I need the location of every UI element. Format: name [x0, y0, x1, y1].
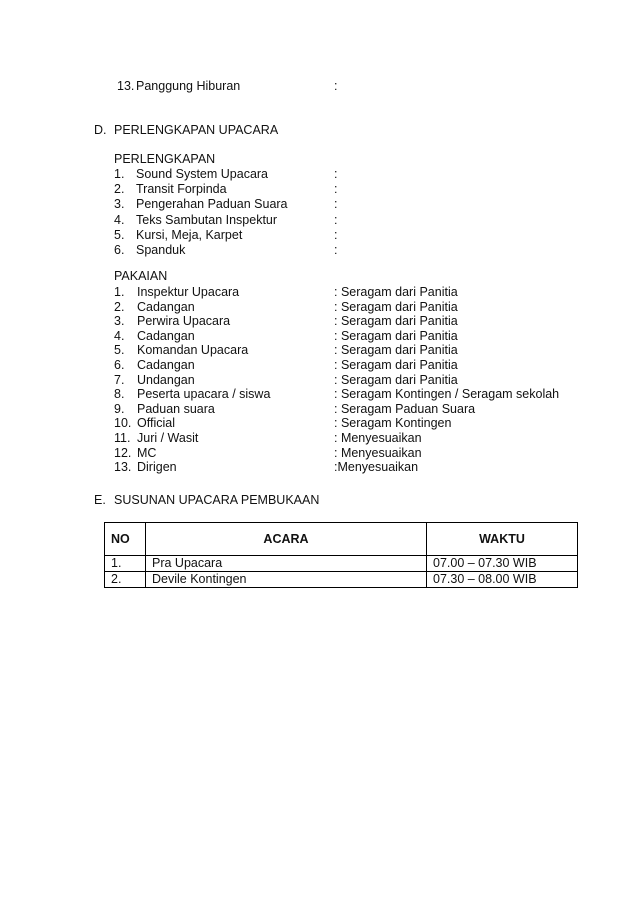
item-number: 6. — [114, 243, 125, 257]
subsection-title: PERLENGKAPAN — [114, 152, 216, 166]
item-value: : Seragam Kontingen / Seragam sekolah — [334, 387, 560, 402]
item-label: Juri / Wasit — [137, 431, 199, 445]
section-title: SUSUNAN UPACARA PEMBUKAAN — [114, 493, 320, 507]
item-value: : Seragam Kontingen — [334, 416, 452, 431]
item-number: 9. — [114, 401, 125, 416]
item-number: 3. — [114, 314, 125, 329]
item-label: Cadangan — [137, 299, 195, 314]
item-number: 6. — [114, 358, 125, 372]
column-header-waktu: WAKTU — [427, 523, 578, 556]
item-value: : — [334, 167, 338, 181]
item-number: 8. — [114, 387, 125, 402]
item-label: Official — [137, 416, 175, 431]
cell-waktu: 07.30 – 08.00 WIB — [427, 572, 578, 588]
item-number: 2. — [114, 182, 125, 197]
table-row — [105, 572, 578, 588]
column-header-acara: ACARA — [146, 523, 427, 556]
item-value: : — [334, 227, 338, 242]
item-number: 5. — [114, 343, 125, 358]
item-label: Dirigen — [137, 460, 177, 475]
item-number: 4. — [114, 212, 125, 227]
item-number: 7. — [114, 372, 125, 387]
item-label: Undangan — [137, 372, 195, 387]
item-number: 1. — [114, 167, 125, 181]
item-value: : — [334, 182, 338, 197]
cell-acara: Devile Kontingen — [146, 572, 427, 588]
item-label: Cadangan — [137, 328, 195, 343]
item-number: 2. — [114, 299, 125, 314]
section-title: PERLENGKAPAN UPACARA — [114, 123, 279, 137]
item-label: Panggung Hiburan — [136, 79, 241, 93]
schedule-table — [104, 522, 578, 588]
item-number: 3. — [114, 197, 125, 212]
item-value: : Seragam dari Panitia — [334, 372, 458, 387]
item-number: 1. — [114, 285, 125, 299]
item-value: : Seragam dari Panitia — [334, 328, 458, 343]
cell-no: 1. — [105, 556, 146, 572]
table-header-row — [105, 523, 578, 556]
item-label: Perwira Upacara — [137, 314, 231, 329]
section-letter: E. — [94, 493, 106, 507]
item-label: Komandan Upacara — [137, 343, 249, 358]
item-label: Teks Sambutan Inspektur — [136, 212, 278, 227]
item-value: :Menyesuaikan — [334, 460, 419, 475]
item-value: : — [334, 197, 338, 212]
item-number: 13. — [114, 460, 132, 475]
item-value: : — [334, 243, 338, 257]
item-label: Peserta upacara / siswa — [137, 387, 271, 402]
item-value: : Menyesuaikan — [334, 431, 422, 445]
item-number: 13. — [117, 79, 135, 93]
item-value: : Seragam dari Panitia — [334, 285, 458, 299]
item-number: 10. — [114, 416, 132, 431]
item-value: : Seragam Paduan Suara — [334, 401, 476, 416]
table-row — [105, 556, 578, 572]
item-label: Spanduk — [136, 243, 186, 257]
item-number: 12. — [114, 445, 132, 460]
section-letter: D. — [94, 123, 107, 137]
item-label: Cadangan — [137, 358, 195, 372]
column-header-no: NO — [105, 523, 146, 556]
item-label: Pengerahan Paduan Suara — [136, 197, 288, 212]
item-value: : — [334, 79, 338, 93]
item-value: : Menyesuaikan — [334, 445, 422, 460]
item-label: Transit Forpinda — [136, 182, 227, 197]
item-value: : Seragam dari Panitia — [334, 299, 458, 314]
item-label: Inspektur Upacara — [137, 285, 240, 299]
item-label: MC — [137, 445, 157, 460]
item-value: : Seragam dari Panitia — [334, 343, 458, 358]
item-label: Kursi, Meja, Karpet — [136, 227, 243, 242]
item-value: : — [334, 212, 338, 227]
cell-waktu: 07.00 – 07.30 WIB — [427, 556, 578, 572]
cell-no: 2. — [105, 572, 146, 588]
cell-acara: Pra Upacara — [146, 556, 427, 572]
subsection-title: PAKAIAN — [114, 269, 168, 283]
item-value: : Seragam dari Panitia — [334, 358, 458, 372]
item-label: Sound System Upacara — [136, 167, 269, 181]
item-number: 4. — [114, 328, 125, 343]
item-value: : Seragam dari Panitia — [334, 314, 458, 329]
item-number: 5. — [114, 227, 125, 242]
item-number: 11. — [114, 431, 131, 445]
item-label: Paduan suara — [137, 401, 215, 416]
